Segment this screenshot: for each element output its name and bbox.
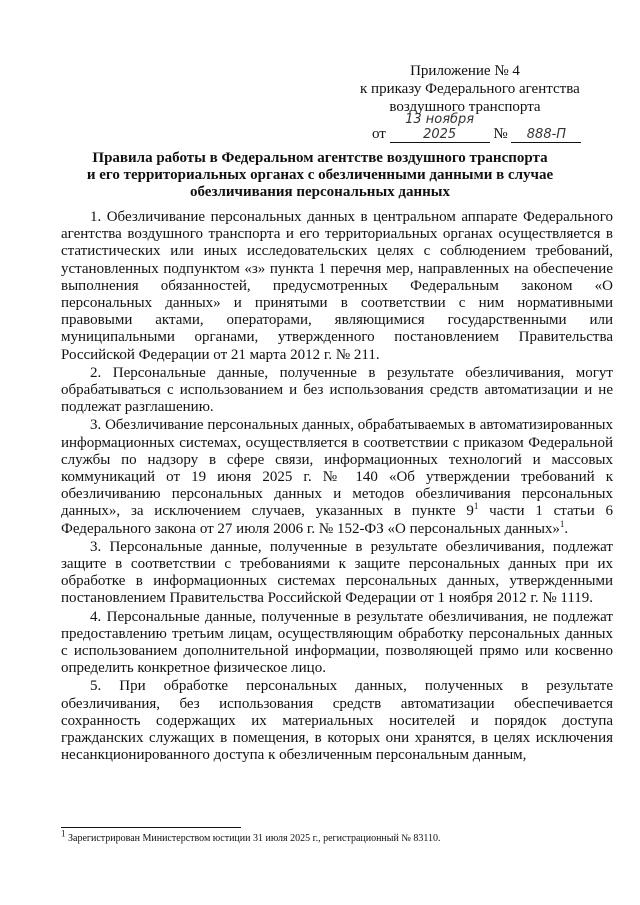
superscript-9-1: 1 [473,501,479,512]
paragraph-4: 3. Персональные данные, полученные в результате обезличивания, подлежат защите в соответствии с требованиями к защите персональных данных при их обработке в информационных системах персональных данных, утвержденными постановлением Правительства Российской Федерации от 1 ноября 2012 г. № 1119. [61,538,613,607]
number-prefix: № [493,126,508,142]
paragraph-3-text-b: части 1 статьи 6 Федерального закона от 27 июля 2006 г. № 152-ФЗ «О персональных данных» [61,503,613,537]
appendix-order-ref: к приказу Федерального агентства [360,81,580,97]
appendix-header [360,62,580,116]
order-date-number-line [372,112,612,142]
paragraph-3 [61,417,613,537]
title-line-2: и его территориальных органах с обезличенными данными в случае [86,167,554,183]
paragraph-2: 2. Персональные данные, полученные в результате обезличивания, могут обрабатываться с использованием и без использования средств автоматизации и не подлежат разглашению. [61,364,613,416]
document-title [60,150,580,201]
paragraph-5: 4. Персональные данные, полученные в результате обезличивания, не подлежат предоставлению третьим лицам, осуществляющим обработку персональных данных с использованием дополнительной информации, позволяющей прямо или косвенно определить конкретное физическое лицо. [61,608,613,677]
appendix-agency: воздушного транспорта [389,99,541,115]
handwritten-date: 13 ноября 2025 [390,112,490,143]
paragraph-3-text-a: 3. Обезличивание персональных данных, обрабатываемых в автоматизированных информационных системах, осуществляется в соответствии с приказом Федеральной службы по надзору в сфере связи, информационных технологий и массовых коммуникаций от 19 июня 2025 г. № 140 «Об утверждении требований к обезличиванию персональных данных и методов обезличивания персональных данных», за исключением случаев, указанных в пункте 9 [61,417,613,520]
title-line-3: обезличивания персональных данных [189,184,450,200]
date-prefix: от [372,126,386,142]
paragraph-3-text-c: . [564,520,569,537]
footnote [61,828,613,845]
paragraph-6: 5. При обработке персональных данных, полученных в результате обезличивания, без использования средств автоматизации обеспечивается сохранность содержащих их материальных носителей и порядок доступа гражданских служащих в помещения, в которых они хранятся, в целях исключения несанкционированного доступа к обезличенным персональным данным, [61,678,613,764]
title-line-1: Правила работы в Федеральном агентстве воздушного транспорта [92,150,548,166]
paragraph-1: 1. Обезличивание персональных данных в центральном аппарате Федерального агентства воздушного транспорта и его территориальных органах осуществляется в статистических или иных исследовательских целях с соблюдением требований, установленных подпунктом «з» пункта 1 перечня мер, направленных на обеспечение выполнения обязанностей, предусмотренных Федеральным законом «О персональных данных» и принятыми в соответствии с ним нормативными правовыми актами, операторами, являющимися государственными или муниципальными органами, утвержденного постановлением Правительства Российской Федерации от 21 марта 2012 г. № 211. [61,209,613,363]
document-body [61,209,613,766]
appendix-number: Приложение № 4 [410,63,520,79]
footnote-marker: 1 [61,828,66,839]
handwritten-number: 888-П [511,127,581,143]
footnote-text: Зарегистрирован Министерством юстиции 31 июля 2025 г., регистрационный № 83110. [65,833,441,844]
footnote-ref: 1 [559,518,565,529]
footnote-divider [61,827,241,828]
